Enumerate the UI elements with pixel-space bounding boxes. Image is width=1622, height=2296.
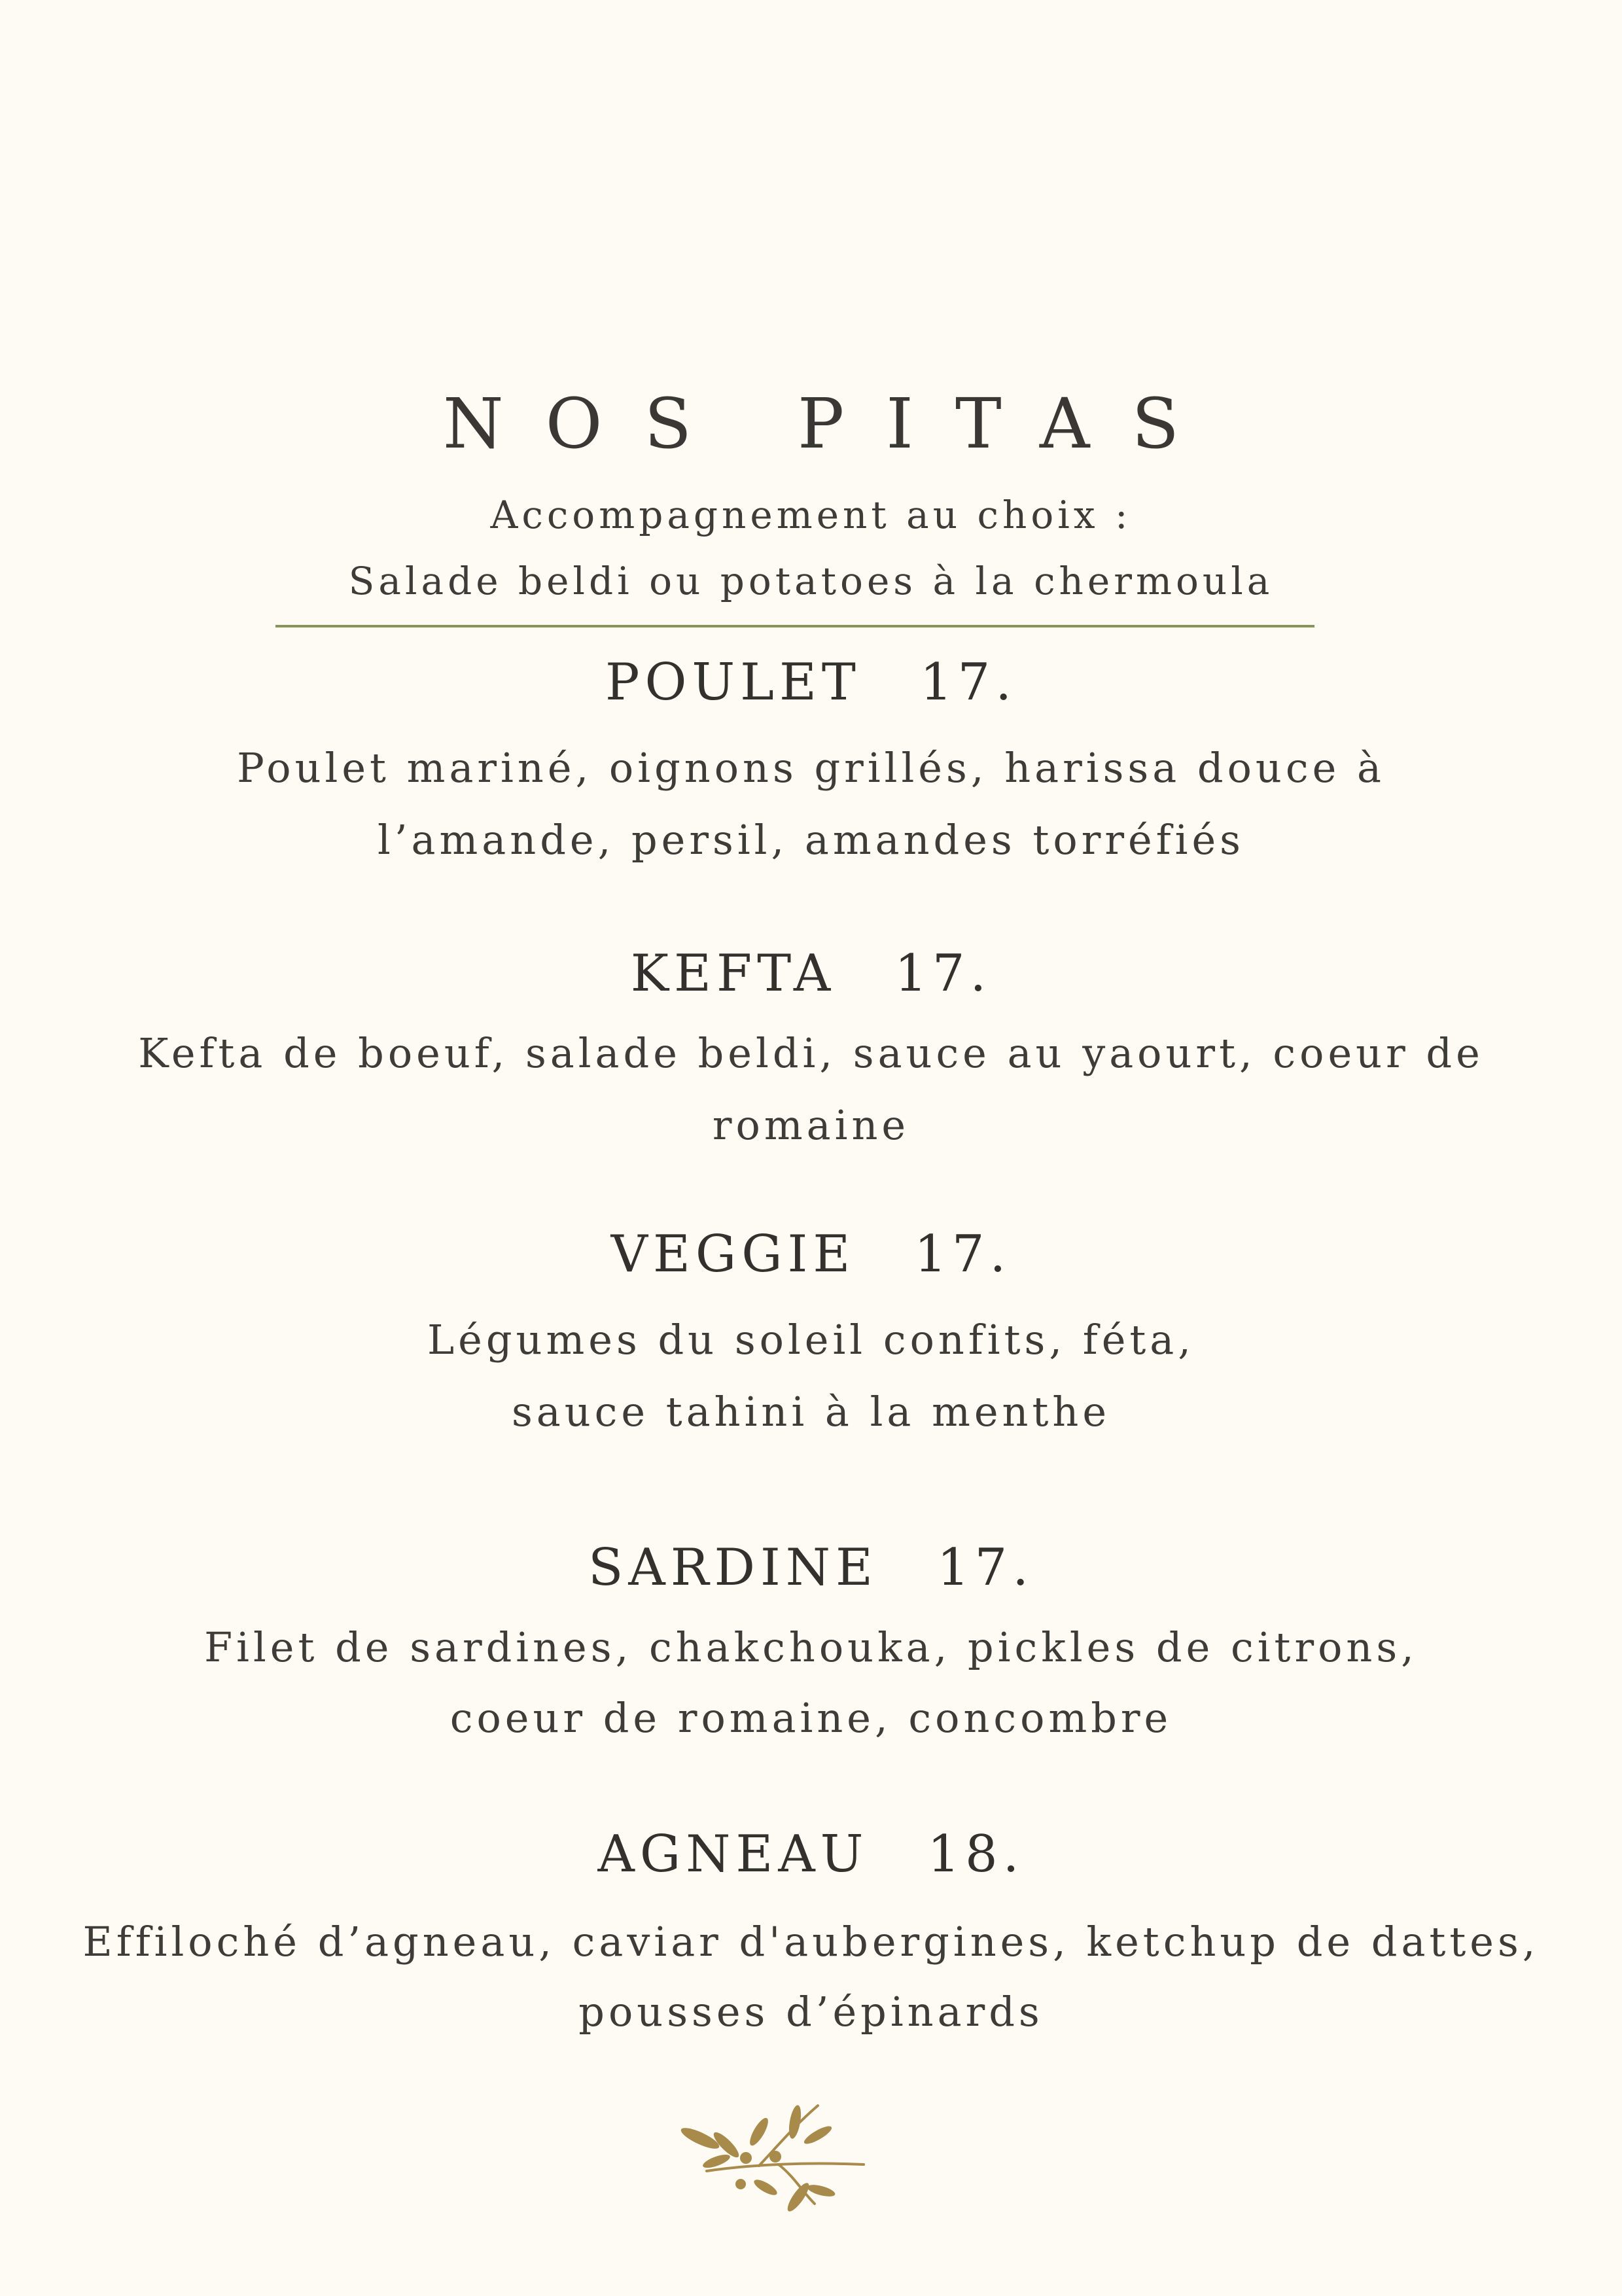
menu-item-name: AGNEAU [597, 1825, 869, 1884]
menu-item-name: VEGGIE [610, 1225, 856, 1284]
menu-item-desc-line: Poulet mariné, oignons grillés, harissa douce à [237, 744, 1385, 792]
menu-item-heading-kefta [0, 944, 1622, 1003]
menu-item-desc-line: romaine [712, 1101, 910, 1149]
subtitle-line-1: Accompagnement au choix : [490, 493, 1132, 537]
menu-item-desc-line: Effiloché d’agneau, caviar d'aubergines, ketchup de dattes, [82, 1918, 1540, 1966]
menu-item-heading-poulet [0, 653, 1622, 712]
menu-item-heading-sardine [0, 1538, 1622, 1597]
menu-item-price: 17. [919, 653, 1017, 712]
menu-item-desc-line: l’amande, persil, amandes torréfiés [378, 816, 1244, 864]
menu-item-desc-line: Filet de sardines, chakchouka, pickles de citrons, [204, 1623, 1418, 1671]
menu-item-desc-line: pousses d’épinards [578, 1988, 1044, 2036]
subtitle-line-2: Salade beldi ou potatoes à la chermoula [348, 559, 1274, 603]
olive-branch-icon [680, 2099, 877, 2217]
menu-item-heading-agneau [0, 1825, 1622, 1884]
menu-item-heading-veggie [0, 1225, 1622, 1284]
menu-item-name: SARDINE [588, 1538, 878, 1597]
menu-item-name: POULET [605, 653, 861, 712]
menu-item-desc-line: Légumes du soleil confits, féta, [427, 1316, 1195, 1364]
menu-item-desc-line: coeur de romaine, concombre [450, 1694, 1172, 1742]
menu-item-desc-line: Kefta de boeuf, salade beldi, sauce au yaourt, coeur de [138, 1029, 1484, 1077]
menu-item-price: 17. [936, 1538, 1034, 1597]
menu-item-price: 17. [894, 944, 992, 1003]
menu-item-price: 18. [927, 1825, 1025, 1884]
menu-item-desc-line: sauce tahini à la menthe [511, 1388, 1111, 1436]
menu-item-name: KEFTA [630, 944, 836, 1003]
page-title: NOS PITAS [442, 383, 1222, 464]
header-divider [275, 625, 1314, 627]
menu-item-price: 17. [914, 1225, 1012, 1284]
